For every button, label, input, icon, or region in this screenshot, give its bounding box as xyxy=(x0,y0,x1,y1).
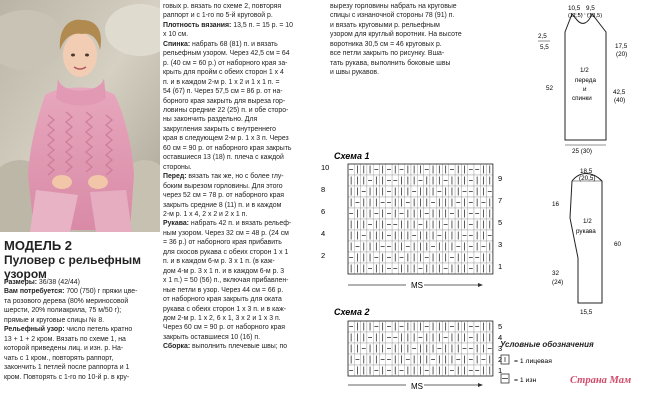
model-title: МОДЕЛЬ 2 xyxy=(4,238,73,253)
text-line: прямые и круговые спицы № 8. xyxy=(4,316,105,324)
legend-title: Условные обозначения xyxy=(500,340,594,349)
scheme-1-arrowhead xyxy=(478,283,483,287)
scheme-1-row-number: 6 xyxy=(321,207,326,216)
pattern-title: Пуловер с рельефным узором xyxy=(4,253,142,281)
svg-text:42,5: 42,5 xyxy=(613,89,626,96)
text-line: ны закончить раздельно. Для xyxy=(163,116,258,124)
text-line: дом 2-м р. 1 х 2, 6 х 1, 3 х 2 и 1 х 3 п. xyxy=(163,314,281,322)
text-line: рельефным узором. Через 42,5 см = 64 xyxy=(163,50,290,58)
text-line: закрыть средние 8 (11) п. и в каждом xyxy=(163,201,282,209)
text-line: через 52 см = 78 р. от наборного края xyxy=(163,192,285,200)
scheme-1-row-number: 7 xyxy=(498,196,503,205)
text-line: борного края закрыть для выреза гор- xyxy=(163,97,286,105)
text-column-1 xyxy=(4,278,154,382)
scheme-1-row-number: 4 xyxy=(321,229,326,238)
scheme-1-row-number: 2 xyxy=(321,251,326,260)
scheme-2-row-number: 3 xyxy=(498,344,503,353)
text-line: раппорт и с 1-го по 5-й круговой р. xyxy=(163,12,273,20)
text-line: = 36 р.) от наборного края прибавить xyxy=(163,239,282,247)
text-line: ным узором. Через 32 см = 48 р. (24 см xyxy=(163,229,289,237)
svg-text:60: 60 xyxy=(614,241,622,248)
text-line: Вам потребуется: 700 (750) г пряжи цве- xyxy=(4,288,138,296)
text-line: края в следующем 2-м р. 1 х 3 п. Через xyxy=(163,135,289,143)
text-column-2 xyxy=(163,2,315,352)
legend-item-purl: = 1 изн xyxy=(514,377,537,384)
text-line: Рельефный узор: число петель кратно xyxy=(4,326,133,334)
svg-text:18,5: 18,5 xyxy=(580,168,593,175)
text-line: Сборка: выполнить плечевые швы; по xyxy=(163,343,288,351)
scheme-1-row-number: 5 xyxy=(498,218,503,227)
svg-text:рукава: рукава xyxy=(576,228,596,235)
svg-text:9,5: 9,5 xyxy=(586,5,595,12)
text-line: ловины средние 22 (25) п. и обе сторо- xyxy=(163,106,289,114)
svg-text:(20,5): (20,5) xyxy=(579,175,596,182)
text-line: 60 см = 90 р. от наборного края закрыть xyxy=(163,144,292,152)
text-line: х 10 см. xyxy=(163,31,189,39)
watermark: Страна Мам xyxy=(570,375,632,386)
text-line: Плотность вязания: 13,5 п. = 15 р. = 10 xyxy=(163,21,293,29)
svg-text:5,5: 5,5 xyxy=(540,44,549,51)
text-line: крыть для пройм с обеих сторон 1 х 4 xyxy=(163,69,284,77)
text-column-3 xyxy=(330,2,495,78)
scheme-1-title: Схема 1 xyxy=(334,151,370,161)
text-line: закругления закрыть с внутреннего xyxy=(163,125,276,133)
scheme-1-grid xyxy=(348,164,493,274)
text-line: и швы рукавов. xyxy=(330,69,380,77)
text-line: 2-м р. 1 х 4, 2 х 2 и 2 х 1 п. xyxy=(163,210,248,218)
text-line: Размеры: 36/38 (42/44) xyxy=(4,279,80,286)
scheme-2-label: MS xyxy=(411,382,423,391)
sleeve-schematic xyxy=(536,163,650,323)
svg-text:переда: переда xyxy=(575,77,596,84)
svg-text:(24): (24) xyxy=(552,279,564,286)
scheme-1-row-number: 10 xyxy=(321,163,330,172)
scheme-2-row-number: 4 xyxy=(498,333,503,342)
text-line: рукава с обеих сторон 1 х 3 п. и в каж- xyxy=(163,305,287,313)
text-line: оставшиеся 13 (18) п. плеча с каждой xyxy=(163,154,284,162)
svg-text:1/2: 1/2 xyxy=(583,218,592,225)
scheme-1-row-number: 8 xyxy=(321,185,326,194)
text-line: закончить 1 петлей после раппорта и 1 xyxy=(4,364,130,372)
svg-text:(11,5): (11,5) xyxy=(568,13,583,19)
text-line: 54 (67) п. Через 57,5 см = 86 р. от на- xyxy=(163,88,283,96)
text-line: дом 4-м р. 3 х 1 п. и в каждом 6-м р. 3 xyxy=(163,267,285,275)
model-photo xyxy=(0,0,160,232)
text-line: п. и в каждом 6-м р. 3 х 1 п. (в каж- xyxy=(163,258,275,266)
svg-text:32: 32 xyxy=(552,270,560,277)
scheme-2-row-number: 1 xyxy=(498,366,503,375)
text-line: Рукава: набрать 42 п. и вязать рельеф- xyxy=(163,220,292,228)
scheme-1-row-number: 3 xyxy=(498,240,503,249)
text-line: и вязать круговыми р. рельефным xyxy=(330,21,440,29)
text-line: узором для круглый воротник. На высоте xyxy=(330,31,462,39)
scheme-2-title: Схема 2 xyxy=(334,307,370,317)
text-line: ные петли в узор. Через 44 см = 66 р. xyxy=(163,286,284,294)
svg-text:25 (30): 25 (30) xyxy=(572,148,592,155)
svg-text:16: 16 xyxy=(552,201,560,208)
text-line: стороны. xyxy=(163,163,192,171)
scheme-1-row-number: 1 xyxy=(498,262,503,271)
svg-text:спинки: спинки xyxy=(572,95,592,102)
legend-item-knit: = 1 лицевая xyxy=(514,358,552,365)
svg-text:(40): (40) xyxy=(614,97,626,104)
text-line: воротника 30,5 см = 46 круговых р. xyxy=(330,40,442,48)
svg-text:(20): (20) xyxy=(616,51,628,58)
text-line: боким вырезом горловины. Для этого xyxy=(163,182,283,190)
text-line: Через 60 см = 90 р. от наборного края xyxy=(163,324,286,332)
text-line: все петли закрыть по рисунку. Вша- xyxy=(330,50,445,58)
text-line: спицы с изнаночной стороны 78 (91) п. xyxy=(330,12,455,20)
scheme-2-row-number: 2 xyxy=(498,355,503,364)
svg-text:15,5: 15,5 xyxy=(580,309,593,316)
text-line: для скосов рукава с обеих сторон 1 х 1 xyxy=(163,248,289,256)
text-line: чать с 1 кром., повторять раппорт, xyxy=(4,354,114,362)
text-line: тать рукава, выполнить боковые швы xyxy=(330,59,451,67)
scheme-2-grid xyxy=(348,321,493,376)
scheme-2-row-number: 5 xyxy=(498,322,503,331)
text-line: говых р. вязать по схеме 2, повторяя xyxy=(163,3,282,10)
scheme-1-label: MS xyxy=(411,281,423,290)
text-line: кром. Повторять с 1-го по 10-й р. в кру- xyxy=(4,373,130,381)
text-line: та розового дерева (80% мериносовой xyxy=(4,297,129,305)
svg-text:10,5: 10,5 xyxy=(568,5,581,12)
body-schematic xyxy=(510,2,650,157)
text-line: 13 + 1 + 2 кром. Вязать по схеме 1, на xyxy=(4,335,126,343)
text-line: вырезу горловины набрать на круговые xyxy=(330,3,457,10)
svg-text:(13,5): (13,5) xyxy=(587,13,603,19)
text-line: Спинка: набрать 68 (81) п. и вязать xyxy=(163,40,278,48)
scheme-2-chart xyxy=(318,305,508,397)
svg-text:52: 52 xyxy=(546,85,554,92)
text-line: х 1 п.) = 50 (56) п., включая прибавлен- xyxy=(163,277,289,285)
scheme-2-arrowhead xyxy=(478,383,483,387)
svg-text:1/2: 1/2 xyxy=(580,67,589,74)
text-line: р. (40 см = 60 р.) от наборного края за- xyxy=(163,59,288,67)
svg-text:2,5: 2,5 xyxy=(538,33,547,40)
text-line: Перед: вязать так же, но с более глу- xyxy=(163,173,284,181)
text-line: закрыть оставшиеся 10 (16) п. xyxy=(163,333,260,341)
text-line: п. и в каждом 2-м р. 1 х 2 и 1 х 1 п. = xyxy=(163,78,280,86)
svg-text:17,5: 17,5 xyxy=(615,43,628,50)
scheme-1-chart xyxy=(318,150,508,292)
text-line: от наборного края закрыть для оката xyxy=(163,296,282,304)
svg-text:и: и xyxy=(583,86,587,93)
text-line: шерсти, 20% полиакрила, 75 м/50 г); xyxy=(4,307,122,315)
scheme-1-row-number: 9 xyxy=(498,174,503,183)
text-line: которой приведены лиц. и изн. р. На- xyxy=(4,345,124,353)
